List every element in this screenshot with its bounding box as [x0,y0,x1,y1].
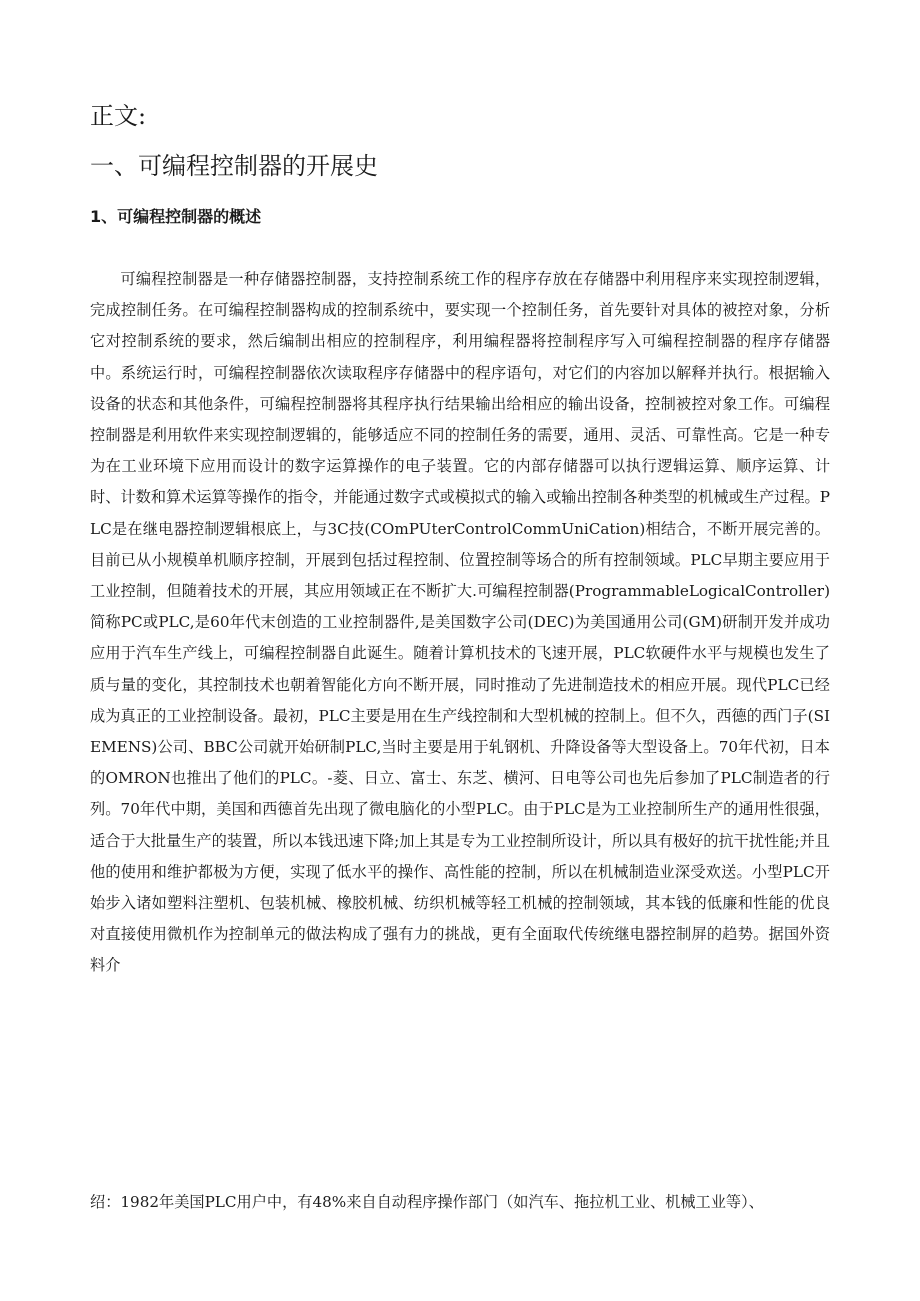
main-heading: 正文: [90,102,147,130]
subsection-heading: 1、可编程控制器的概述 [90,207,262,226]
body-continuation: 绍：1982年美国PLC用户中，有48%来自自动程序操作部门（如汽车、拖拉机工业、机械工业等）、 [90,1193,764,1211]
body-paragraph: 可编程控制器是一种存储器控制器，支持控制系统工作的程序存放在存储器中利用程序来实现控制逻辑，完成控制任务。在可编程控制器构成的控制系统中，要实现一个控制任务，首先要针对具体的被控对象，分析它对控制系统的要求，然后编制出相应的控制程序，利用编程器将控制程序写入可编程控制器的程序存储器中。系统运行时，可编程控制器依次读取程序存储器中的程序语句，对它们的内容加以解释并执行。根据输入设备的状态和其他条件，可编程控制器将其程序执行结果输出给相应的输出设备，控制被控对象工作。可编程控制器是利用软件来实现控制逻辑的，能够适应不同的控制任务的需要，通用、灵活、可靠性高。它是一种专为在工业环境下应用而设计的数字运算操作的电子装置。它的内部存储器可以执行逻辑运算、顺序运算、计时、计数和算术运算等操作的指令，并能通过数字式或模拟式的输入或输出控制各种类型的机械或生产过程。PLC是在继电器控制逻辑根底上，与3C技(COmPUterControlCommUniCation)相结合，不断开展完善的。目前已从小规模单机顺序控制，开展到包括过程控制、位置控制等场合的所有控制领域。PLC早期主要应用于工业控制，但随着技术的开展，其应用领域正在不断扩大.可编程控制器(ProgrammableLogicalController)简称PC或PLC,是60年代末创造的工业控制器件,是美国数字公司(DEC)为美国通用公司(GM)研制开发并成功应用于汽车生产线上，可编程控制器自此诞生。随着计算机技术的飞速开展，PLC软硬件水平与规模也发生了质与量的变化，其控制技术也朝着智能化方向不断开展，同时推动了先进制造技术的相应开展。现代PLC已经成为真正的工业控制设备。最初，PLC主要是用在生产线控制和大型机械的控制上。但不久，西德的西门子(SIEMENS)公司、BBC公司就开始研制PLC,当时主要是用于轧钢机、升降设备等大型设备上。70年代初，日本的OMRON也推出了他们的PLC。-菱、日立、富士、东芝、横河、日电等公司也先后参加了PLC制造者的行列。70年代中期，美国和西德首先出现了微电脑化的小型PLC。由于PLC是为工业控制所生产的通用性很强，适合于大批量生产的装置，所以本钱迅速下降;加上其是专为工业控制所设计，所以具有极好的抗干扰性能;并且他的使用和维护都极为方便，实现了低水平的操作、高性能的控制，所以在机械制造业深受欢送。小型PLC开始步入诸如塑料注塑机、包装机械、橡胶机械、纺织机械等轻工机械的控制领域，其本钱的低廉和性能的优良对直接使用微机作为控制单元的做法构成了强有力的挑战，更有全面取代传统继电器控制屏的趋势。据国外资料介 [90,270,830,975]
section-heading: 一、可编程控制器的开展史 [90,152,378,180]
